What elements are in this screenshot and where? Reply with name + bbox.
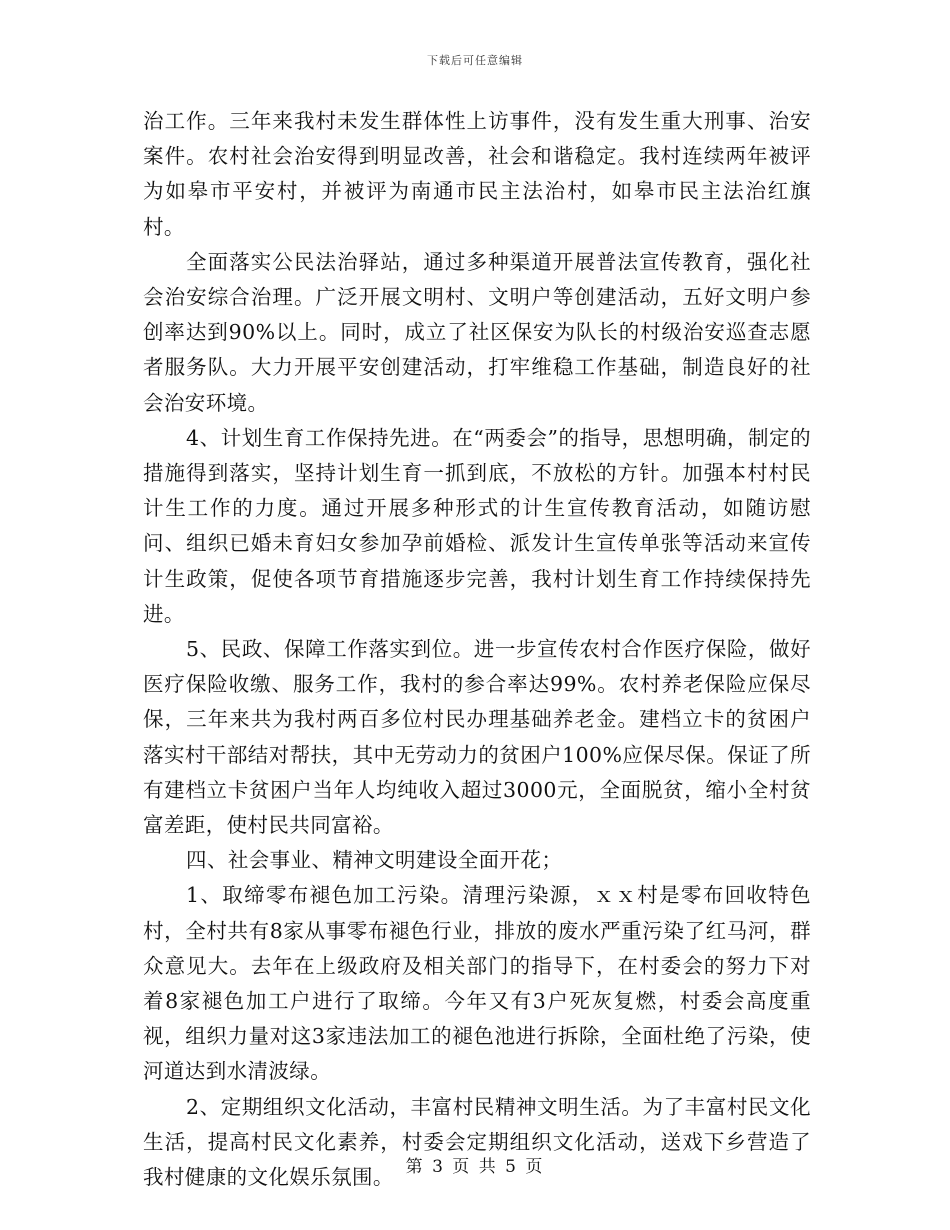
page-number: 第 3 页 共 5 页: [405, 1157, 545, 1177]
paragraph-legal-station: 全面落实公民法治驿站，通过多种渠道开展普法宣传教育，强化社会治安综合治理。广泛开展文明村、文明户等创建活动，五好文明户参创率达到90%以上。同时，成立了社区保安为队长的村级治安巡查志愿者服务队。大力开展平安创建活动，打牢维稳工作基础，制造良好的社会治安环境。: [143, 249, 811, 415]
paragraph-culture: 2、定期组织文化活动，丰富村民精神文明生活。为了丰富村民文化生活，提高村民文化素养，村委会定期组织文化活动，送戏下乡营造了我村健康的文化娱乐氛围。: [143, 1094, 811, 1190]
paragraph-pollution: 1、取缔零布褪色加工污染。清理污染源，ｘｘ村是零布回收特色村，全村共有8家从事零布褪色行业，排放的废水严重污染了红马河，群众意见大。去年在上级政府及相关部门的指导下，在村委会的努力下对着8家褪色加工户进行了取缔。今年又有3户死灰复燃，村委会高度重视，组织力量对这3家违法加工的褪色池进行拆除，全面杜绝了污染，使河道达到水清波绿。: [143, 883, 811, 1084]
paragraph-civil-affairs: 5、民政、保障工作落实到位。进一步宣传农村合作医疗保险，做好医疗保险收缴、服务工作，我村的参合率达99%。农村养老保险应保尽保，三年来共为我村两百多位村民办理基础养老金。建档立卡的贫困户落实村干部结对帮扶，其中无劳动力的贫困户100%应保尽保。保证了所有建档立卡贫困户当年人均纯收入超过3000元，全面脱贫，缩小全村贫富差距，使村民共同富裕。: [143, 637, 811, 838]
paragraph-continuation: 治工作。三年来我村未发生群体性上访事件，没有发生重大刑事、治安案件。农村社会治安得到明显改善，社会和谐稳定。我村连续两年被评为如皋市平安村，并被评为南通市民主法治村，如皋市民主法治红旗村。: [143, 109, 811, 239]
paragraph-family-planning: 4、计划生育工作保持先进。在“两委会”的指导，思想明确，制定的措施得到落实，坚持计划生育一抓到底，不放松的方针。加强本村村民计生工作的力度。通过开展多种形式的计生宣传教育活动，如随访慰问、组织已婚未育妇女参加孕前婚检、派发计生宣传单张等活动来宣传计生政策，促使各项节育措施逐步完善，我村计划生育工作持续保持先进。: [143, 425, 811, 626]
section-heading-social-affairs: 四、社会事业、精神文明建设全面开花；: [186, 848, 563, 873]
document-body: [143, 104, 811, 1195]
header-note: 下载后可任意编辑: [427, 54, 523, 67]
